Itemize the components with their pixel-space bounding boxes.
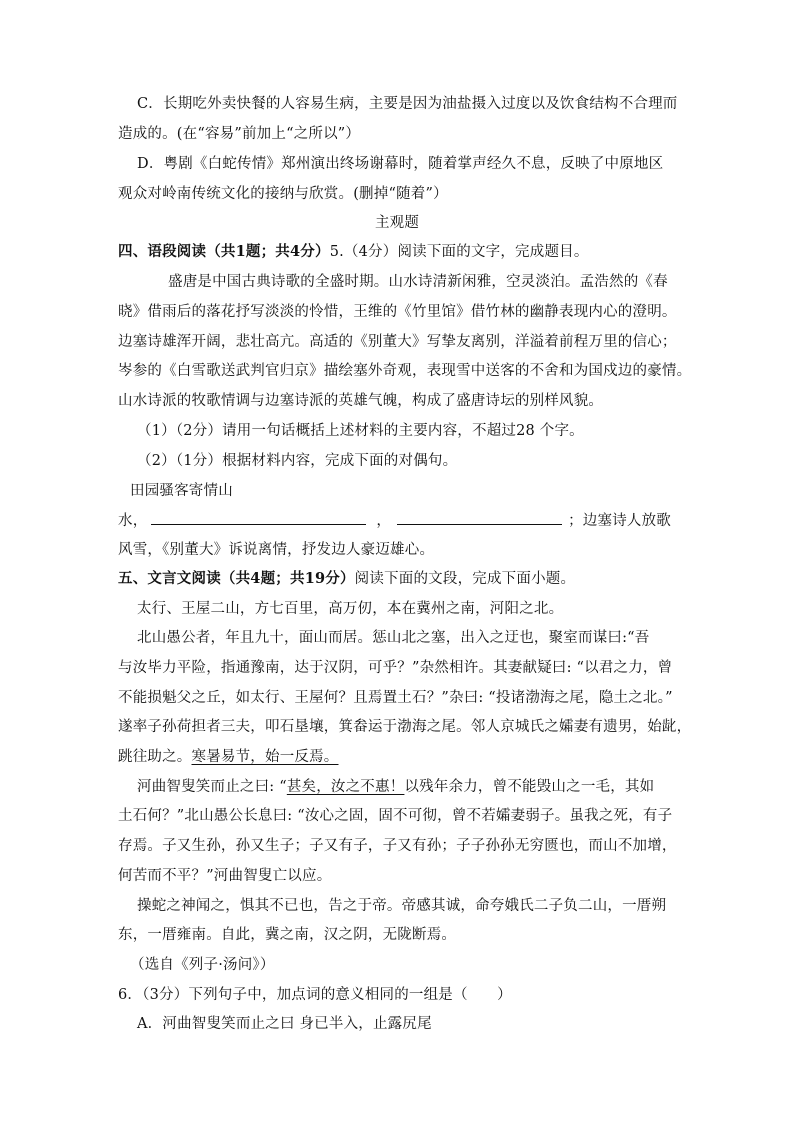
- passage-line: 盛唐是中国古典诗歌的全盛时期。山水诗清新闲雅，空灵淡泊。孟浩然的《春: [168, 274, 668, 290]
- option-c-line1: C．长期吃外卖快餐的人容易生病，主要是因为油盐摄入过度以及饮食结构不合理而: [137, 96, 678, 112]
- passage-line: 岑参的《白雪歌送武判官归京》描绘塞外奇观，表现雪中送客的不舍和为国戍边的豪情。: [118, 363, 692, 379]
- passage-line: 山水诗派的牧歌情调与边塞诗派的英雄气魄，构成了盛唐诗坛的别样风貌。: [118, 393, 604, 409]
- couplet-line2: [118, 510, 688, 531]
- source-citation: （选自《列子·汤问》）: [130, 957, 275, 973]
- classical-text: 河曲智叟笑而止之曰: “: [137, 779, 287, 795]
- classical-p3-line: 存焉。子又生孙，孙又生子；子又有子，子又有孙；子子孙孙无穷匮也，而山不加增，: [118, 838, 677, 854]
- question-6-option-a: A．河曲智叟笑而止之曰 身已半入，止露尻尾: [137, 1016, 432, 1032]
- classical-p2-line: 北山愚公者，年且九十，面山而居。惩山北之塞，出入之迂也，聚室而谋曰:“吾: [137, 630, 650, 646]
- couplet-line1: 田园骚客寄情山: [130, 483, 233, 499]
- subjective-heading: 主观题: [374, 215, 420, 231]
- passage-line: 晓》借雨后的落花抒写淡淡的怜惜，王维的《竹里馆》借竹林的幽静表现内心的澄明。: [118, 304, 677, 320]
- option-c-line2: 造成的。(在“容易”前加上“之所以”）: [118, 126, 361, 142]
- q5-intro: 5.（4分）阅读下面的文字，完成题目。: [329, 244, 589, 260]
- underlined-sentence: 甚矣，汝之不惠！: [286, 779, 405, 795]
- option-d-line1: D．粤剧《白蛇传情》郑州演出终场谢幕时，随着掌声经久不息，反映了中原地区: [137, 156, 664, 172]
- classical-p4-line: 东，一厝雍南。自此，冀之南，汉之阴，无陇断焉。: [118, 927, 457, 943]
- answer-blank-1[interactable]: [151, 510, 366, 525]
- passage-line: 边塞诗雄浑开阔，悲壮高亢。高适的《别董大》写挚友离别，洋溢着前程万里的信心；: [118, 334, 677, 350]
- couplet-text: ，: [376, 513, 392, 529]
- classical-paragraph-1: 太行、王屋二山，方七百里，高万仞，本在冀州之南，河阳之北。: [137, 601, 564, 617]
- couplet-text: ；边塞诗人放歌: [568, 513, 672, 529]
- classical-p3-line: 何苦而不平？”河曲智叟亡以应。: [118, 868, 332, 884]
- section5-heading-line: [118, 569, 688, 589]
- section4-heading-line: [118, 242, 688, 262]
- classical-p2-last-line: [118, 747, 688, 767]
- classical-p2-line: 不能损魁父之丘，如太行、王屋何？且焉置土石？”杂曰: “投诸渤海之尾，隐土之北。”: [118, 690, 673, 706]
- q5-sub2: （2）（1分）根据材料内容，完成下面的对偶句。: [137, 453, 458, 469]
- couplet-line3: 风雪，《别董大》诉说离情，抒发边人豪迈雄心。: [118, 542, 435, 558]
- couplet-text: 水，: [118, 513, 148, 529]
- classical-p4-line: 操蛇之神闻之，惧其不已也，告之于帝。帝感其诚，命夸娥氏二子负二山，一厝朔: [137, 898, 667, 914]
- classical-p3-line1: [137, 777, 707, 797]
- answer-blank-2[interactable]: [397, 510, 562, 525]
- classical-p2-line: 遂率子孙荷担者三夫，叩石垦壤，箕畚运于渤海之尾。邻人京城氏之孀妻有遗男，始龀，: [118, 719, 692, 735]
- question-6: 6．（3分）下列句子中，加点词的意义相同的一组是（ ）: [118, 987, 512, 1003]
- underlined-sentence: 寒暑易节，始一反焉。: [191, 749, 339, 765]
- section4-heading: 四、语段阅读（共1题；共4分）: [118, 243, 330, 260]
- section5-heading-tail: 阅读下面的文段，完成下面小题。: [354, 571, 576, 587]
- classical-text: 跳往助之。: [118, 749, 192, 765]
- classical-text: 以残年余力，曾不能毁山之一毛，其如: [404, 779, 655, 795]
- classical-p2-line: 与汝毕力平险，指通豫南，达于汉阴，可乎？”杂然相许。其妻献疑曰: “以君之力，曾: [118, 660, 673, 676]
- option-d-line2: 观众对岭南传统文化的接纳与欣赏。(删掉“随着”）: [118, 186, 448, 202]
- section5-heading: 五、文言文阅读（共4题；共19分）: [118, 570, 355, 587]
- classical-p3-line: 土石何？”北山愚公长息曰: “汝心之固，固不可彻，曾不若孀妻弱子。虽我之死，有子: [118, 808, 673, 824]
- q5-sub1: （1）（2分）请用一句话概括上述材料的主要内容，不超过28 个字。: [137, 423, 584, 439]
